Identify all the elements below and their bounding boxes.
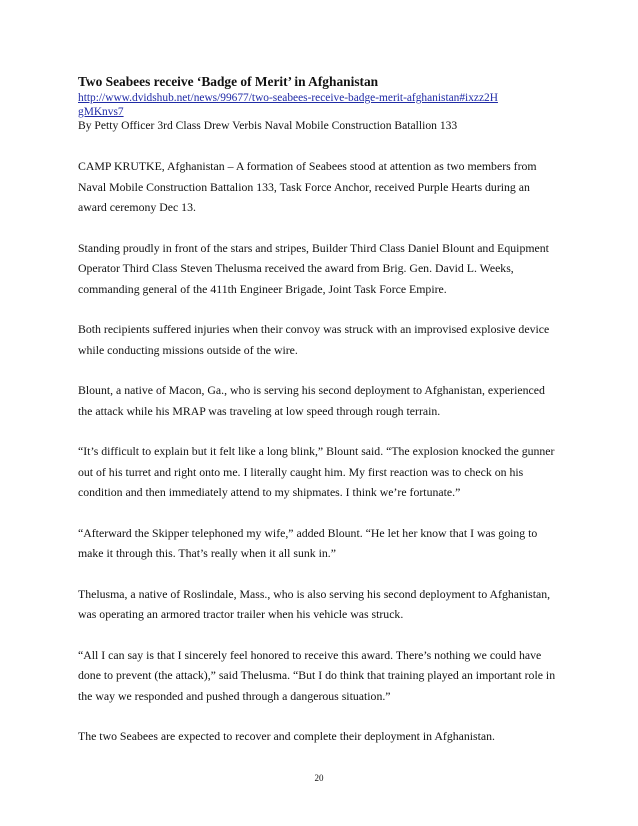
article-byline: By Petty Officer 3rd Class Drew Verbis Naval Mobile Construction Batallion 133: [78, 119, 458, 132]
paragraph: “It’s difficult to explain but it felt like a long blink,” Blount said. “The explosion knocked the gunner out of his turret and right onto me. I literally caught him. My first reaction was to check on his condition and then immediately attend to my shipmates. I think we’re fortunate.”: [78, 444, 555, 499]
paragraph: Both recipients suffered injuries when their convoy was struck with an improvised explosive device while conducting missions outside of the wire.: [78, 322, 550, 357]
paragraph: Blount, a native of Macon, Ga., who is serving his second deployment to Afghanistan, experienced the attack while his MRAP was traveling at low speed through rough terrain.: [78, 383, 545, 418]
paragraph: The two Seabees are expected to recover and complete their deployment in Afghanistan.: [78, 729, 495, 743]
page-number: 20: [314, 773, 324, 783]
paragraph: “All I can say is that I sincerely feel honored to receive this award. There’s nothing we could have done to prevent (the attack),” said Thelusma. “But I do think that training played an important role in the way we responded and pushed through a dangerous situation.”: [78, 647, 556, 703]
article-body: [78, 156, 560, 747]
article-title: Two Seabees receive ‘Badge of Merit’ in Afghanistan: [78, 74, 379, 89]
paragraph: Thelusma, a native of Roslindale, Mass., who is also serving his second deployment to Afghanistan, was operating an armored tractor trailer when his vehicle was struck.: [78, 586, 551, 621]
paragraph: “Afterward the Skipper telephoned my wife,” added Blount. “He let her know that I was going to make it through this. That’s really when it all sunk in.”: [78, 525, 538, 560]
paragraph: CAMP KRUTKE, Afghanistan – A formation of Seabees stood at attention as two members from Naval Mobile Construction Battalion 133, Task Force Anchor, received Purple Hearts during an award ceremony Dec 13.: [78, 159, 537, 214]
article-source-link[interactable]: http://www.dvidshub.net/news/99677/two-seabees-receive-badge-merit-afghanistan#ixzz2HgMKnvs7: [78, 92, 498, 118]
paragraph: Standing proudly in front of the stars and stripes, Builder Third Class Daniel Blount and Equipment Operator Third Class Steven Thelusma received the award from Brig. Gen. David L. Weeks, commanding general of the 411th Engineer Brigade, Joint Task Force Empire.: [78, 240, 549, 296]
document-page: [78, 74, 560, 747]
